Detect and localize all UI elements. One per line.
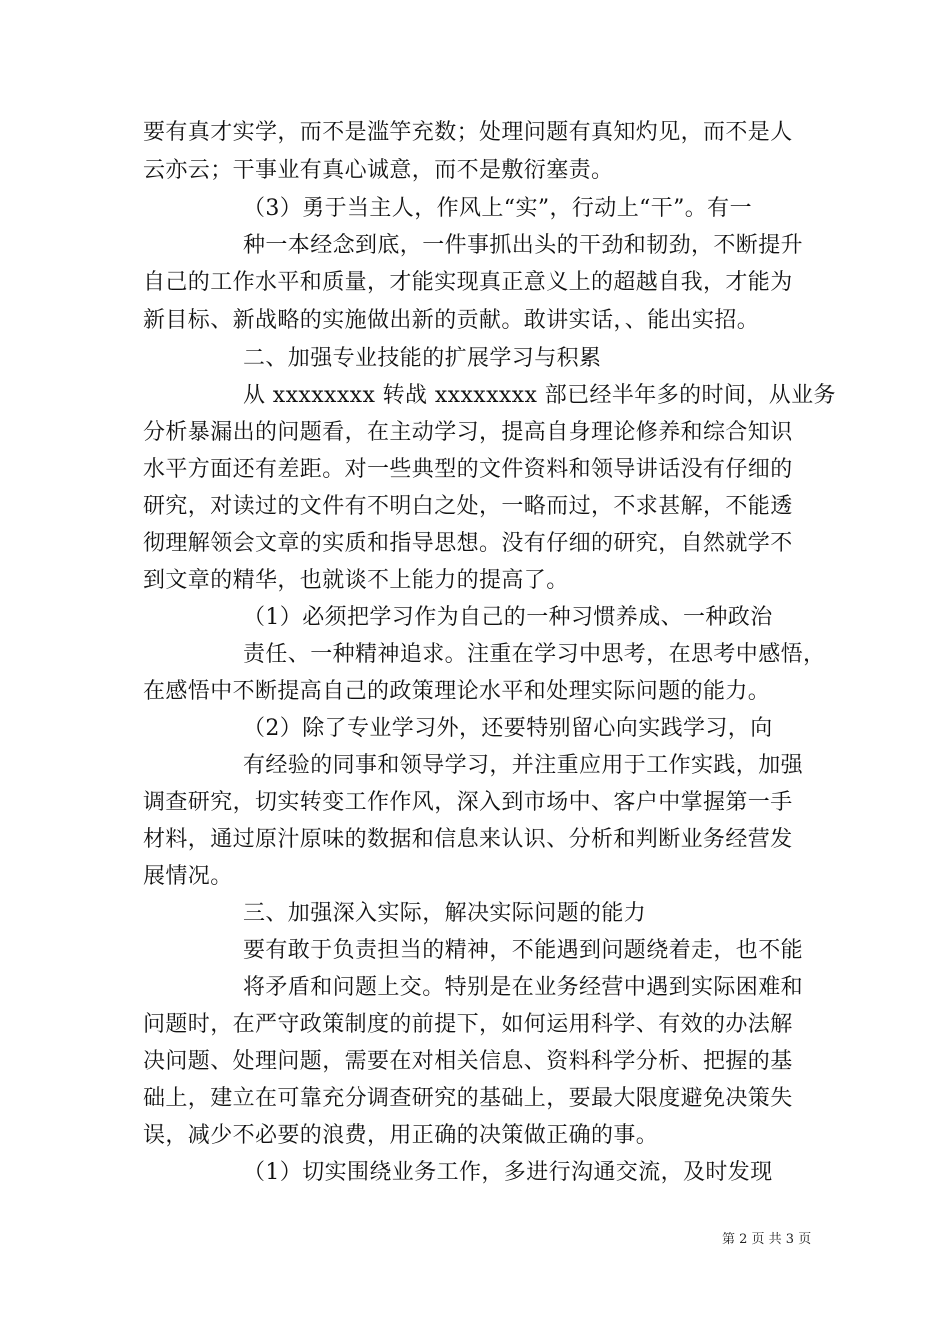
text-line: 水平方面还有差距。对一些典型的文件资料和领导讲话没有仔细的: [143, 457, 793, 482]
text-line: （1）必须把学习作为自己的一种习惯养成、一种政治: [243, 605, 773, 630]
text-line: 问题时，在严守政策制度的前提下，如何运用科学、有效的办法解: [143, 1012, 793, 1037]
text-line: 误，减少不必要的浪费，用正确的决策做正确的事。: [143, 1123, 659, 1148]
text-line: 础上，建立在可靠充分调查研究的基础上，要最大限度避免决策失: [143, 1086, 793, 1111]
text-line: 彻理解领会文章的实质和指导思想。没有仔细的研究，自然就学不: [143, 531, 793, 556]
text-line: 自己的工作水平和质量，才能实现真正意义上的超越自我，才能为: [143, 270, 793, 295]
text-line: 有经验的同事和领导学习，并注重应用于工作实践，加强: [243, 753, 804, 778]
text-line: 研究，对读过的文件有不明白之处，一略而过，不求甚解，不能透: [143, 494, 793, 519]
text-line: 种一本经念到底，一件事抓出头的干劲和韧劲，不断提升: [243, 233, 804, 258]
text-line: 从 xxxxxxxx 转战 xxxxxxxx 部已经半年多的时间，从业务: [243, 383, 836, 408]
text-line: 到文章的精华，也就谈不上能力的提高了。: [143, 568, 569, 593]
text-line: （1）切实围绕业务工作，多进行沟通交流，及时发现: [243, 1160, 773, 1185]
text-line: 责任、一种精神追求。注重在学习中思考，在思考中感悟，: [243, 642, 826, 667]
text-line: 材料，通过原汁原味的数据和信息来认识、分析和判断业务经营发: [143, 827, 793, 852]
text-line: （2）除了专业学习外，还要特别留心向实践学习，向: [243, 716, 773, 741]
text-line: （3）勇于当主人，作风上“实”，行动上“干”。有一: [243, 196, 752, 221]
text-line: 新目标、新战略的实施做出新的贡献。敢讲实话，、能出实招。: [143, 308, 760, 333]
text-line: 在感悟中不断提高自己的政策理论水平和处理实际问题的能力。: [143, 679, 771, 704]
section-heading: 三、加强深入实际，解决实际问题的能力: [243, 901, 647, 926]
text-line: 要有真才实学，而不是滥竽充数；处理问题有真知灼见，而不是人: [143, 120, 793, 145]
text-line: 要有敢于负责担当的精神，不能遇到问题绕着走，也不能: [243, 938, 804, 963]
section-heading: 二、加强专业技能的扩展学习与积累: [243, 346, 602, 371]
page-number: 第 2 页 共 3 页: [722, 1232, 812, 1247]
text-line: 将矛盾和问题上交。特别是在业务经营中遇到实际困难和: [243, 975, 804, 1000]
text-line: 展情况。: [143, 864, 233, 889]
text-line: 云亦云；干事业有真心诚意，而不是敷衍塞责。: [143, 158, 614, 183]
text-line: 调查研究，切实转变工作作风，深入到市场中、客户中掌握第一手: [143, 790, 793, 815]
text-line: 分析暴漏出的问题看，在主动学习，提高自身理论修养和综合知识: [143, 420, 793, 445]
text-line: 决问题、处理问题，需要在对相关信息、资料科学分析、把握的基: [143, 1049, 793, 1074]
